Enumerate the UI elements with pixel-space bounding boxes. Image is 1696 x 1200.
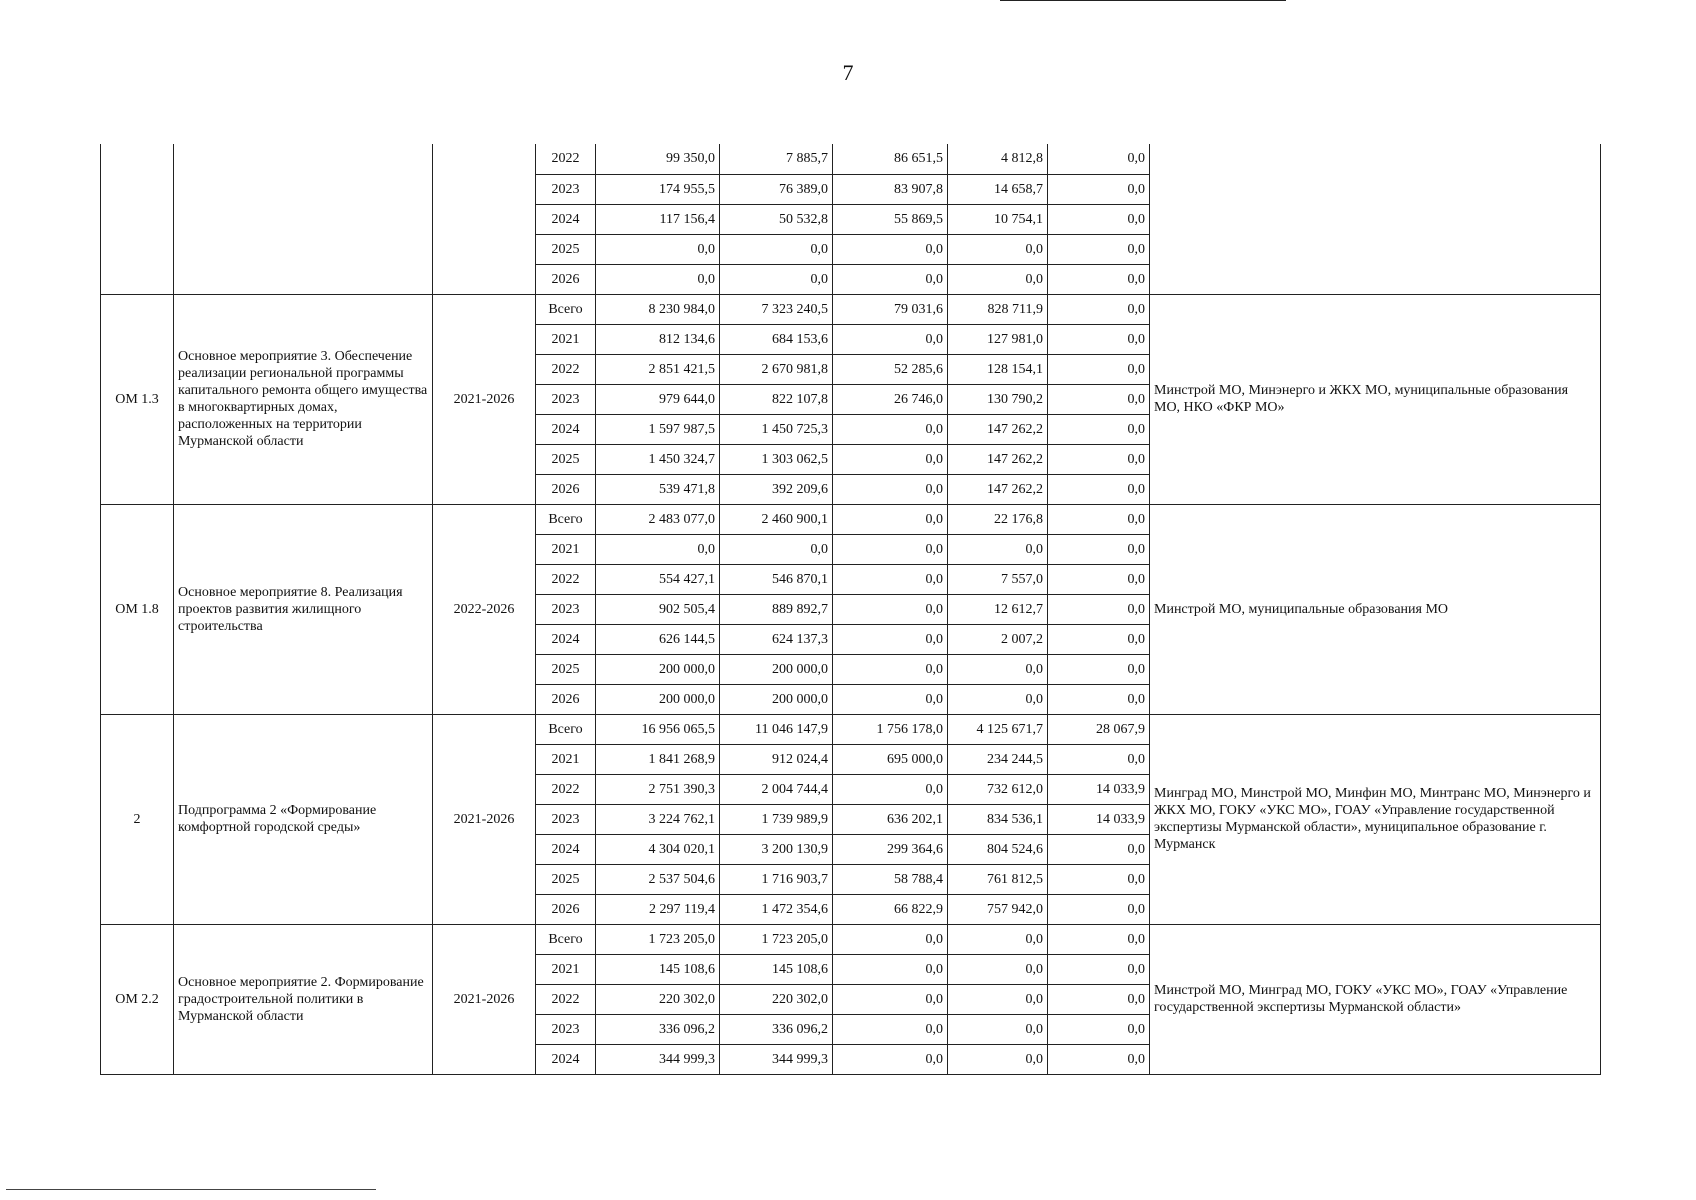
amount-cell: 0,0 [1048,414,1150,444]
table-body [101,144,1601,1074]
amount-cell: 624 137,3 [720,624,833,654]
amount-cell: 99 350,0 [596,144,720,174]
amount-cell: 8 230 984,0 [596,294,720,324]
amount-cell: 147 262,2 [948,474,1048,504]
amount-cell: 200 000,0 [596,654,720,684]
amount-cell: 0,0 [1048,294,1150,324]
amount-cell: 0,0 [1048,204,1150,234]
amount-cell: 0,0 [596,264,720,294]
table-row [101,144,1601,174]
amount-cell: 0,0 [1048,654,1150,684]
amount-cell: 0,0 [1048,444,1150,474]
amount-cell: 2 670 981,8 [720,354,833,384]
period-cell: 2021-2026 [433,294,536,504]
amount-cell: 0,0 [1048,864,1150,894]
amount-cell: 344 999,3 [720,1044,833,1074]
year-cell: 2026 [536,474,596,504]
amount-cell: 0,0 [833,924,948,954]
amount-cell: 761 812,5 [948,864,1048,894]
amount-cell: 3 200 130,9 [720,834,833,864]
amount-cell: 344 999,3 [596,1044,720,1074]
year-cell: Всего [536,924,596,954]
amount-cell: 2 851 421,5 [596,354,720,384]
amount-cell: 0,0 [1048,564,1150,594]
amount-cell: 1 472 354,6 [720,894,833,924]
year-cell: 2022 [536,354,596,384]
year-cell: 2021 [536,324,596,354]
amount-cell: 0,0 [948,654,1048,684]
amount-cell: 0,0 [1048,324,1150,354]
amount-cell: 336 096,2 [720,1014,833,1044]
amount-cell: 0,0 [1048,894,1150,924]
amount-cell: 7 557,0 [948,564,1048,594]
amount-cell: 117 156,4 [596,204,720,234]
amount-cell: 2 460 900,1 [720,504,833,534]
amount-cell: 0,0 [1048,744,1150,774]
amount-cell: 28 067,9 [1048,714,1150,744]
amount-cell: 0,0 [720,264,833,294]
amount-cell: 145 108,6 [720,954,833,984]
amount-cell: 0,0 [948,534,1048,564]
year-cell: 2022 [536,774,596,804]
period-cell: 2021-2026 [433,924,536,1074]
year-cell: 2023 [536,594,596,624]
budget-table [100,144,1601,1075]
amount-cell: 0,0 [1048,504,1150,534]
year-cell: 2023 [536,1014,596,1044]
table-row [101,504,1601,534]
amount-cell: 902 505,4 [596,594,720,624]
amount-cell: 0,0 [1048,684,1150,714]
amount-cell: 200 000,0 [720,654,833,684]
period-cell: 2022-2026 [433,504,536,714]
executors-cell: Минстрой МО, Минград МО, ГОКУ «УКС МО», ГОАУ «Управление государственной экспертизы Мурманской области» [1150,924,1601,1074]
amount-cell: 174 955,5 [596,174,720,204]
amount-cell: 7 323 240,5 [720,294,833,324]
year-cell: 2023 [536,174,596,204]
year-cell: 2024 [536,414,596,444]
top-rule [1000,0,1286,1]
year-cell: 2021 [536,954,596,984]
amount-cell: 4 812,8 [948,144,1048,174]
amount-cell: 127 981,0 [948,324,1048,354]
amount-cell: 0,0 [948,684,1048,714]
amount-cell: 0,0 [833,474,948,504]
amount-cell: 200 000,0 [720,684,833,714]
amount-cell: 0,0 [596,534,720,564]
period-cell [433,144,536,294]
amount-cell: 76 389,0 [720,174,833,204]
amount-cell: 4 125 671,7 [948,714,1048,744]
amount-cell: 0,0 [833,984,948,1014]
amount-cell: 1 450 725,3 [720,414,833,444]
table-row [101,294,1601,324]
amount-cell: 0,0 [833,504,948,534]
amount-cell: 14 033,9 [1048,804,1150,834]
year-cell: 2022 [536,984,596,1014]
code-cell: ОМ 1.3 [101,294,174,504]
amount-cell: 2 751 390,3 [596,774,720,804]
amount-cell: 2 004 744,4 [720,774,833,804]
executors-cell: Минград МО, Минстрой МО, Минфин МО, Минтранс МО, Минэнерго и ЖКХ МО, ГОКУ «УКС МО», ГОАУ «Управление государственной экспертизы Мурманской области», муниципальное образование г. Мурманск [1150,714,1601,924]
amount-cell: 0,0 [720,234,833,264]
amount-cell: 2 007,2 [948,624,1048,654]
amount-cell: 0,0 [833,624,948,654]
year-cell: 2026 [536,894,596,924]
amount-cell: 1 723 205,0 [720,924,833,954]
amount-cell: 822 107,8 [720,384,833,414]
year-cell: 2024 [536,1044,596,1074]
amount-cell: 1 756 178,0 [833,714,948,744]
table-row [101,714,1601,744]
amount-cell: 0,0 [833,444,948,474]
amount-cell: 0,0 [1048,984,1150,1014]
amount-cell: 0,0 [948,1044,1048,1074]
page-number: 7 [842,60,854,85]
amount-cell: 52 285,6 [833,354,948,384]
name-cell [174,144,433,294]
code-cell [101,144,174,294]
year-cell: 2021 [536,534,596,564]
amount-cell: 2 297 119,4 [596,894,720,924]
name-cell: Подпрограмма 2 «Формирование комфортной городской среды» [174,714,433,924]
amount-cell: 55 869,5 [833,204,948,234]
amount-cell: 0,0 [1048,954,1150,984]
amount-cell: 0,0 [833,564,948,594]
amount-cell: 4 304 020,1 [596,834,720,864]
name-cell: Основное мероприятие 8. Реализация проектов развития жилищного строительства [174,504,433,714]
amount-cell: 636 202,1 [833,804,948,834]
amount-cell: 7 885,7 [720,144,833,174]
amount-cell: 0,0 [1048,384,1150,414]
amount-cell: 0,0 [833,684,948,714]
amount-cell: 0,0 [948,984,1048,1014]
amount-cell: 0,0 [833,264,948,294]
amount-cell: 834 536,1 [948,804,1048,834]
name-cell: Основное мероприятие 3. Обеспечение реализации региональной программы капитального ремонта общего имущества в многоквартирных домах, расположенных на территории Мурманской области [174,294,433,504]
year-cell: 2025 [536,864,596,894]
amount-cell: 757 942,0 [948,894,1048,924]
amount-cell: 220 302,0 [596,984,720,1014]
amount-cell: 58 788,4 [833,864,948,894]
bottom-rule [6,1189,376,1190]
amount-cell: 0,0 [948,1014,1048,1044]
year-cell: 2023 [536,384,596,414]
amount-cell: 0,0 [1048,474,1150,504]
year-cell: 2026 [536,684,596,714]
year-cell: 2026 [536,264,596,294]
amount-cell: 392 209,6 [720,474,833,504]
amount-cell: 912 024,4 [720,744,833,774]
period-cell: 2021-2026 [433,714,536,924]
year-cell: 2021 [536,744,596,774]
year-cell: 2023 [536,804,596,834]
amount-cell: 22 176,8 [948,504,1048,534]
amount-cell: 0,0 [1048,1044,1150,1074]
amount-cell: 554 427,1 [596,564,720,594]
amount-cell: 1 723 205,0 [596,924,720,954]
amount-cell: 11 046 147,9 [720,714,833,744]
amount-cell: 14 033,9 [1048,774,1150,804]
amount-cell: 979 644,0 [596,384,720,414]
year-cell: 2025 [536,234,596,264]
amount-cell: 336 096,2 [596,1014,720,1044]
amount-cell: 0,0 [948,924,1048,954]
amount-cell: 1 716 903,7 [720,864,833,894]
amount-cell: 1 597 987,5 [596,414,720,444]
amount-cell: 86 651,5 [833,144,948,174]
year-cell: 2022 [536,144,596,174]
year-cell: 2024 [536,204,596,234]
amount-cell: 147 262,2 [948,414,1048,444]
amount-cell: 0,0 [720,534,833,564]
amount-cell: 50 532,8 [720,204,833,234]
amount-cell: 0,0 [833,414,948,444]
amount-cell: 130 790,2 [948,384,1048,414]
amount-cell: 147 262,2 [948,444,1048,474]
amount-cell: 0,0 [833,324,948,354]
amount-cell: 804 524,6 [948,834,1048,864]
amount-cell: 1 841 268,9 [596,744,720,774]
year-cell: Всего [536,714,596,744]
amount-cell: 1 739 989,9 [720,804,833,834]
amount-cell: 0,0 [833,774,948,804]
amount-cell: 2 537 504,6 [596,864,720,894]
executors-cell: Минстрой МО, Минэнерго и ЖКХ МО, муниципальные образования МО, НКО «ФКР МО» [1150,294,1601,504]
year-cell: Всего [536,294,596,324]
amount-cell: 16 956 065,5 [596,714,720,744]
amount-cell: 0,0 [833,534,948,564]
amount-cell: 546 870,1 [720,564,833,594]
amount-cell: 0,0 [1048,834,1150,864]
name-cell: Основное мероприятие 2. Формирование градостроительной политики в Мурманской области [174,924,433,1074]
year-cell: 2025 [536,654,596,684]
amount-cell: 812 134,6 [596,324,720,354]
amount-cell: 3 224 762,1 [596,804,720,834]
amount-cell: 0,0 [833,654,948,684]
amount-cell: 0,0 [948,234,1048,264]
table-row [101,924,1601,954]
amount-cell: 26 746,0 [833,384,948,414]
amount-cell: 0,0 [1048,1014,1150,1044]
amount-cell: 0,0 [833,1014,948,1044]
amount-cell: 0,0 [833,954,948,984]
amount-cell: 0,0 [1048,534,1150,564]
executors-cell [1150,144,1601,294]
amount-cell: 732 612,0 [948,774,1048,804]
year-cell: 2024 [536,834,596,864]
amount-cell: 695 000,0 [833,744,948,774]
amount-cell: 1 450 324,7 [596,444,720,474]
amount-cell: 66 822,9 [833,894,948,924]
amount-cell: 0,0 [833,594,948,624]
amount-cell: 828 711,9 [948,294,1048,324]
amount-cell: 889 892,7 [720,594,833,624]
code-cell: ОМ 1.8 [101,504,174,714]
amount-cell: 0,0 [833,1044,948,1074]
amount-cell: 626 144,5 [596,624,720,654]
amount-cell: 0,0 [1048,264,1150,294]
amount-cell: 0,0 [1048,234,1150,264]
year-cell: 2022 [536,564,596,594]
amount-cell: 2 483 077,0 [596,504,720,534]
amount-cell: 0,0 [1048,924,1150,954]
amount-cell: 220 302,0 [720,984,833,1014]
amount-cell: 1 303 062,5 [720,444,833,474]
year-cell: 2025 [536,444,596,474]
executors-cell: Минстрой МО, муниципальные образования МО [1150,504,1601,714]
amount-cell: 234 244,5 [948,744,1048,774]
amount-cell: 0,0 [1048,594,1150,624]
year-cell: 2024 [536,624,596,654]
amount-cell: 0,0 [1048,624,1150,654]
code-cell: ОМ 2.2 [101,924,174,1074]
amount-cell: 12 612,7 [948,594,1048,624]
amount-cell: 0,0 [833,234,948,264]
amount-cell: 83 907,8 [833,174,948,204]
amount-cell: 14 658,7 [948,174,1048,204]
amount-cell: 0,0 [596,234,720,264]
amount-cell: 79 031,6 [833,294,948,324]
amount-cell: 0,0 [948,264,1048,294]
code-cell: 2 [101,714,174,924]
amount-cell: 539 471,8 [596,474,720,504]
amount-cell: 0,0 [1048,144,1150,174]
amount-cell: 684 153,6 [720,324,833,354]
amount-cell: 0,0 [1048,174,1150,204]
year-cell: Всего [536,504,596,534]
amount-cell: 200 000,0 [596,684,720,714]
amount-cell: 145 108,6 [596,954,720,984]
amount-cell: 10 754,1 [948,204,1048,234]
amount-cell: 299 364,6 [833,834,948,864]
amount-cell: 128 154,1 [948,354,1048,384]
amount-cell: 0,0 [1048,354,1150,384]
amount-cell: 0,0 [948,954,1048,984]
